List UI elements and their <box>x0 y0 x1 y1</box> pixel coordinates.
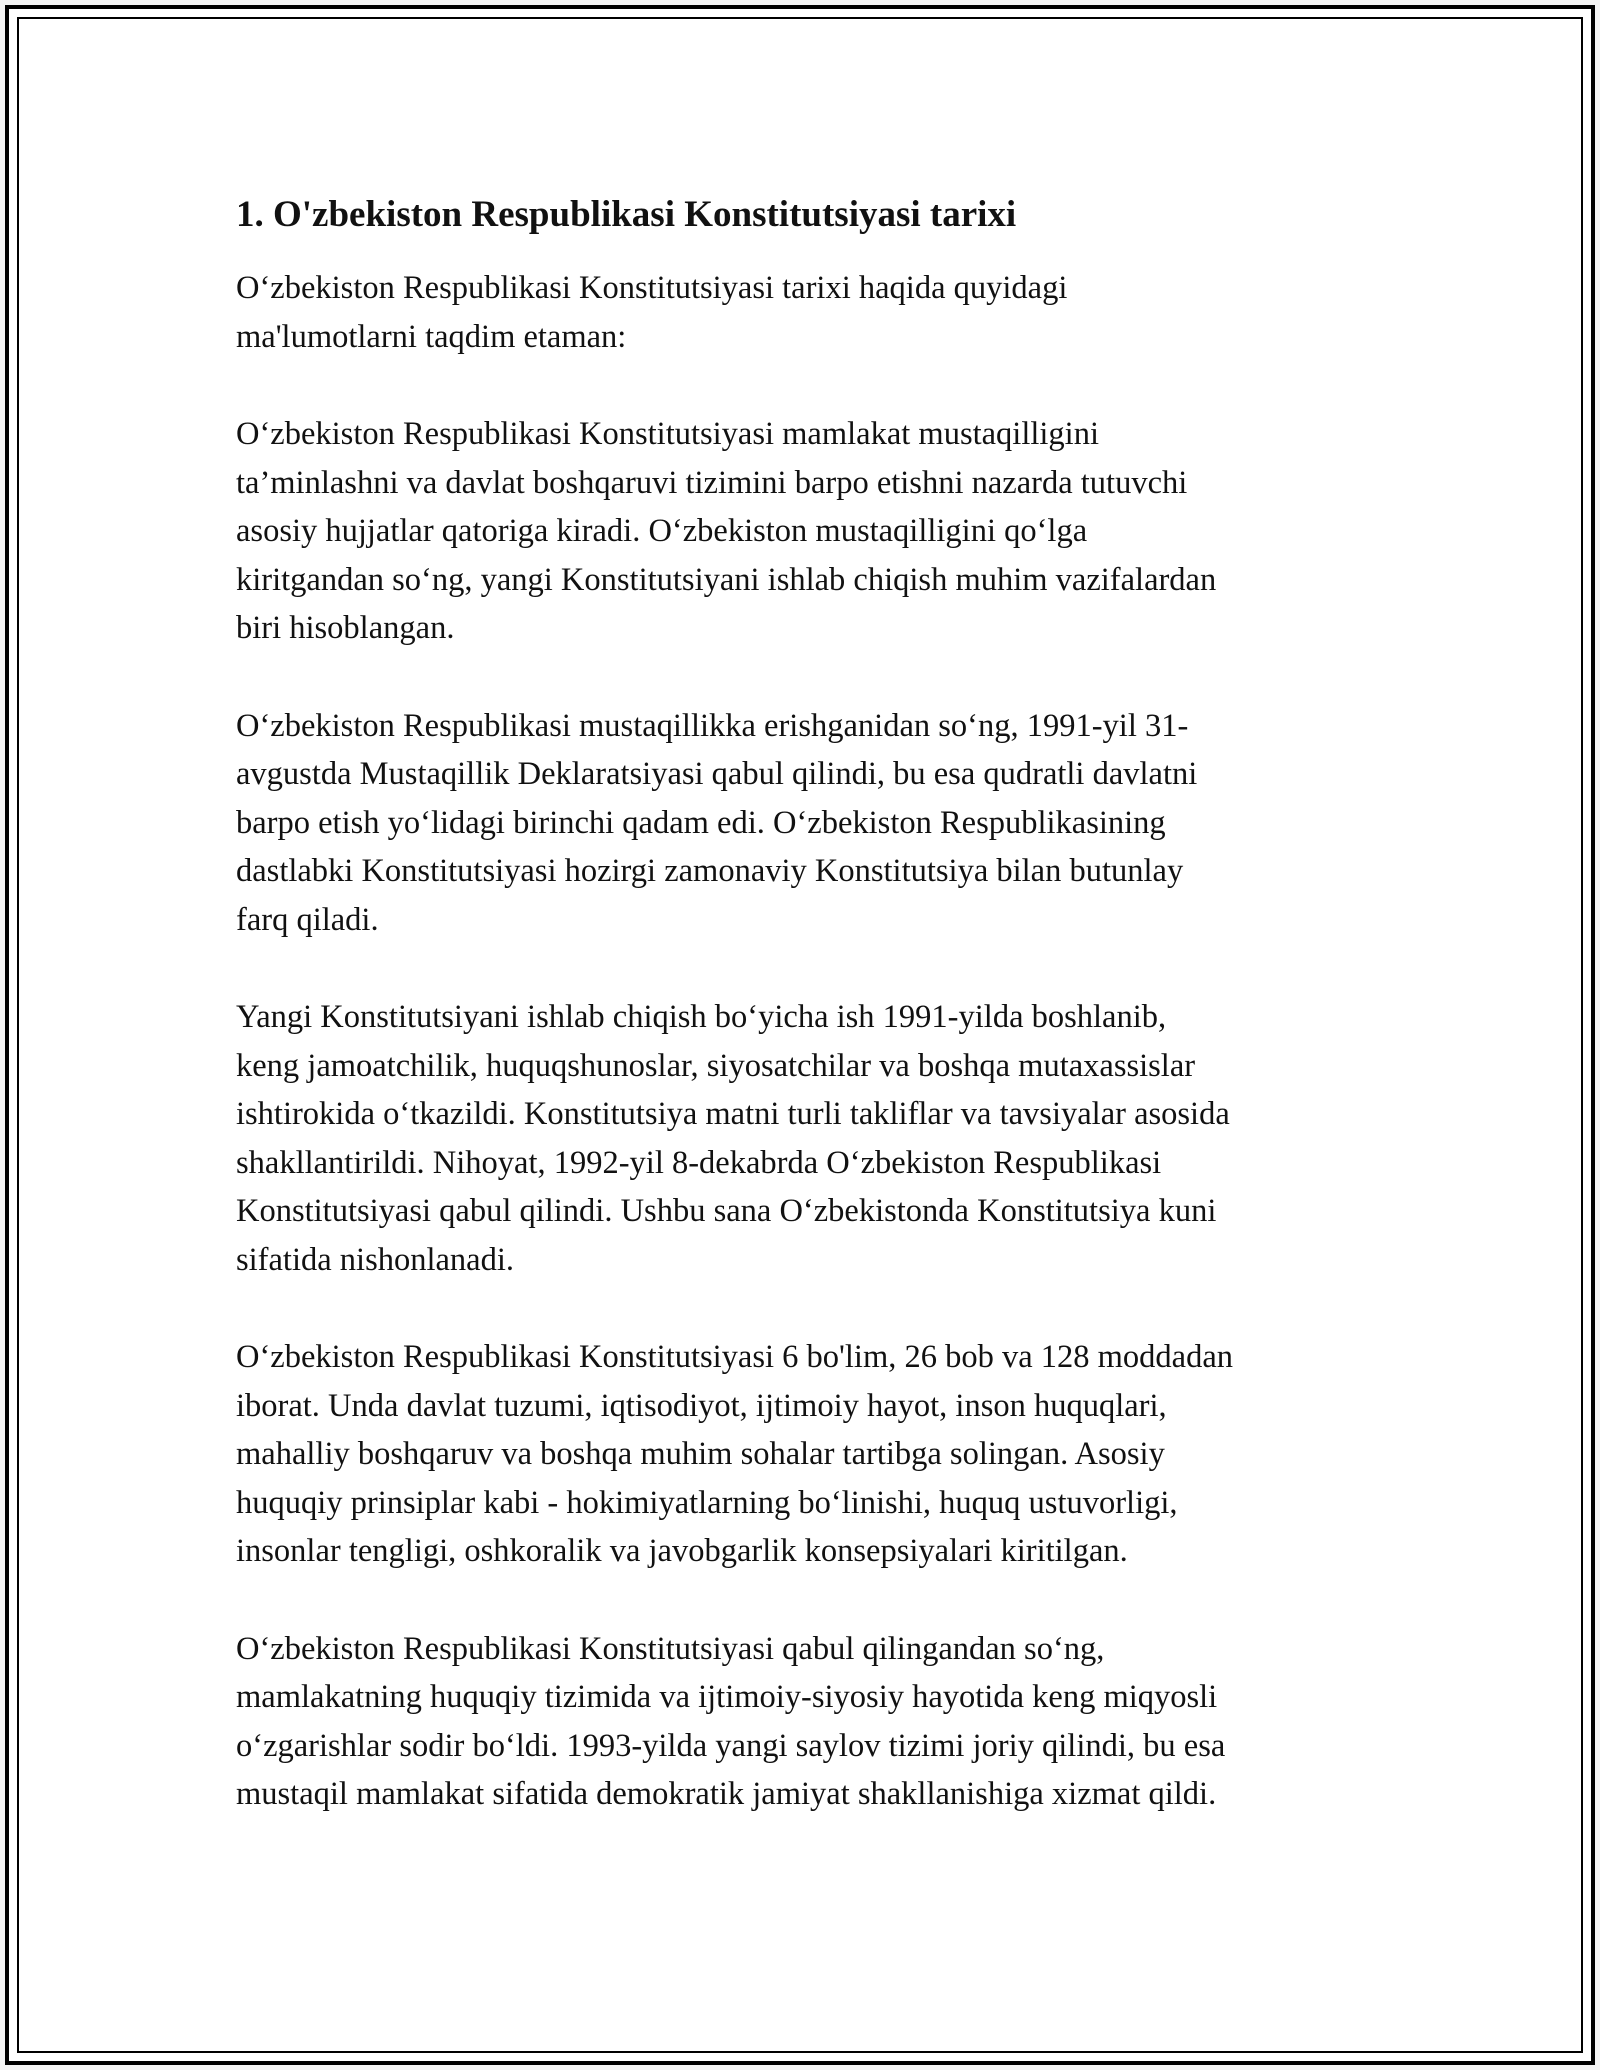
paragraph-reforms: O‘zbekiston Respublikasi Konstitutsiyasi qabul qilingandan so‘ng, mamlakatning huquqiy tizimida va ijtimoiy-siyosiy hayotida keng miqyosli o‘zgarishlar sodir bo‘ldi. 1993-yilda yangi saylov tizimi joriy qilindi, bu esa mustaqil mamlakat sifatida demokratik jamiyat shakllanishiga xizmat qildi. <box>236 1630 1226 1812</box>
document-title: 1. O'zbekiston Respublikasi Konstitutsiyasi tarixi <box>236 194 1017 235</box>
paragraph-constitution-purpose: O‘zbekiston Respublikasi Konstitutsiyasi mamlakat mustaqilligini ta’minlashni va davlat boshqaruvi tizimini barpo etishni nazarda tutuvchi asosiy hujjatlar qatoriga kiradi. O‘zbekiston mustaqilligini qo‘lga kiritgandan so‘ng, yangi Konstitutsiyani ishlab chiqish muhim vazifalardan biri hisoblangan. <box>236 416 1217 646</box>
document-body <box>236 190 1396 1868</box>
paragraph-intro: O‘zbekiston Respublikasi Konstitutsiyasi tarixi haqida quyidagi ma'lumotlarni taqdim etaman: <box>236 270 1068 355</box>
paragraph-drafting-adoption: Yangi Konstitutsiyani ishlab chiqish bo‘yicha ish 1991-yilda boshlanib, keng jamoatchilik, huquqshunoslar, siyosatchilar va boshqa mutaxassislar ishtirokida o‘tkazildi. Konstitutsiya matni turli takliflar va tavsiyalar asosida shakllantirildi. Nihoyat, 1992-yil 8-dekabrda O‘zbekiston Respublikasi Konstitutsiyasi qabul qilindi. Ushbu sana O‘zbekistonda Konstitutsiya kuni sifatida nishonlanadi. <box>236 999 1230 1278</box>
paragraph-structure: O‘zbekiston Respublikasi Konstitutsiyasi 6 bo'lim, 26 bob va 128 moddadan iborat. Unda davlat tuzumi, iqtisodiyot, ijtimoiy hayot, inson huquqlari, mahalliy boshqaruv va boshqa muhim sohalar tartibga solingan. Asosiy huquqiy prinsiplar kabi - hokimiyatlarning bo‘linishi, huquq ustuvorligi, insonlar tengligi, oshkoralik va javobgarlik konsepsiyalari kiritilgan. <box>236 1339 1234 1569</box>
paragraph-independence-declaration: O‘zbekiston Respublikasi mustaqillikka erishganidan so‘ng, 1991-yil 31- avgustda Mustaqillik Deklaratsiyasi qabul qilindi, bu esa qudratli davlatni barpo etish yo‘lidagi birinchi qadam edi. O‘zbekiston Respublikasining dastlabki Konstitutsiyasi hozirgi zamonaviy Konstitutsiya bilan butunlay farq qiladi. <box>236 707 1198 938</box>
